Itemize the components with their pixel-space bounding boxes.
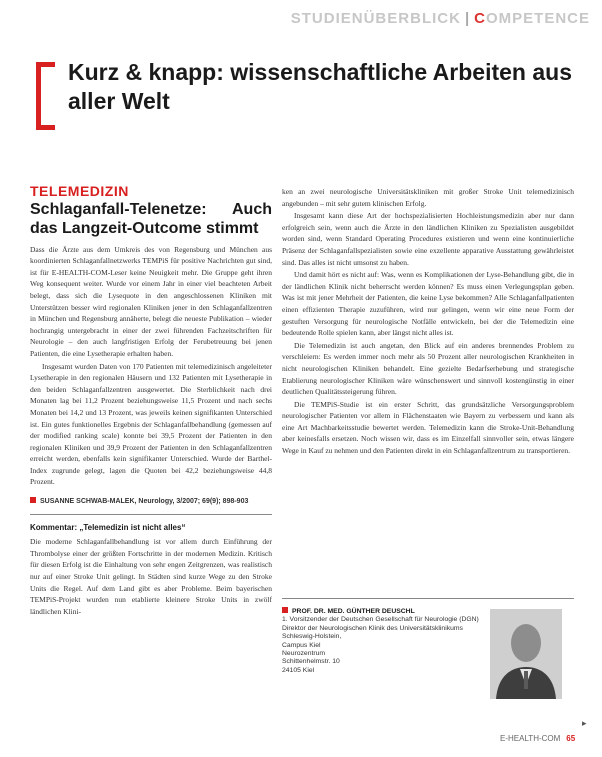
section-separator: | — [464, 10, 471, 27]
author-line: 1. Vorsitzender der Deutschen Gesellschaft für Neurologie (DGN) — [282, 616, 479, 624]
headline-block — [36, 58, 576, 124]
author-line: 24105 Kiel — [282, 666, 315, 674]
comment-paragraph: Und damit hört es nicht auf: Was, wenn es Komplikationen der Lyse-Behandlung gibt, die in der ländlichen Klinik nicht beherrscht werden können? Es muss einen Verlegungsplan geben. Was ist mit jener Mehrheit der Patienten, die keine Lyse bekommen? Alle Schlaganfallpatienten einen effizienten Therapie zuzuführen, wird nur gelingen, wenn wir eine neue Form der gestuften Versorgung für neurologische Notfälle entwickeln, bei der die Telemedizin eine bedeutende Rolle spielen kann, aber längst nicht alles ist. — [282, 270, 574, 338]
right-column — [282, 186, 574, 457]
author-line: Neurozentrum — [282, 650, 326, 658]
comment-paragraph: ken an zwei neurologische Universitätskliniken mit großer Stroke Unit telemedizinisch angebunden – mit sehr gutem klinischen Erfolg. — [282, 187, 574, 208]
magazine-name: E-HEALTH-COM — [500, 734, 561, 743]
comment-paragraph: Insgesamt kann diese Art der hochspezialisierten Hochleistungsmedizin aber nur dann erfolgreich sein, wenn auch die Ärzte in den ländlichen Kliniken zu Spezialisten ausgebildet worden sind, wenn Standard Operating Procedures existieren und wenn eine kontinuierliche Präsenz der Schlaganfallspezialisten sowie eine exzellente apparative Ausstattung gewährleistet sind. Das alles ist nicht umsonst zu haben. — [282, 211, 574, 267]
author-line: Direktor der Neurologischen Klinik des Universitätsklinikums Schleswig-Holstein, — [282, 624, 463, 641]
source-text: SUSANNE SCHWAB-MALEK, Neurology, 3/2007; 69(9); 898-903 — [40, 498, 249, 506]
author-box — [282, 598, 574, 727]
author-name: PROF. DR. MED. GÜNTHER DEUSCHL — [292, 608, 415, 615]
comment-paragraph: Die moderne Schlaganfallbehandlung ist vor allem durch Einführung der Thrombolyse einer der größten Fortschritte in der modernen Medizin. Kritisch für diesen Erfolg ist die Einhaltung von sehr engen Zeitgrenzen, was realistisch nur auf einer Stroke Unit gelingt. In Städten sind kurze Wege zu den Stroke Units die Regel. Auf dem Land gibt es aber Probleme. Beim bayerischen TEMPiS-Projekt wurden nun etablierte kleinere Stroke Units in zwölf ländlichen Klini- — [30, 537, 272, 616]
header-bar — [0, 0, 602, 38]
article-paragraph: Dass die Ärzte aus dem Umkreis des von Regensburg und München aus koordinierten Schlaganfallnetzwerks TEMPiS für positive Nachrichten gut sind, ist für E-HEALTH-COM-Leser keine Neuigkeit mehr. Die Gruppe geht ihren Weg konsequent weiter. Wurde vor einem Jahr in einer viel beachteten Arbeit belegt, dass sich die Lysequote in den angeschlossenen Kliniken mit Unterstützen besser wird regionalen Kliniken jener in den Schlaganfallzentren in München und Regensburg annäherte, belegt die neueste Publikation – wieder hochrangig untergebracht in einer der zwei führenden Fachzeitschriften für Neurologie – den auch langfristigen Erfolg der Ferubetreuung bei jenen Patienten, die eine Lysetherapie erhalten haben. — [30, 244, 272, 358]
author-photo — [490, 609, 562, 699]
headline-bracket — [36, 62, 55, 130]
author-info — [282, 607, 482, 675]
category-accent: C — [474, 10, 486, 27]
left-column — [30, 183, 272, 617]
section-name: STUDIENÜBERBLICK — [290, 10, 461, 27]
article-title: Schlaganfall-Telenetze: Auch das Langzeit-Outcome stimmt — [30, 200, 272, 237]
page-headline: Kurz & knapp: wissenschaftliche Arbeiten aus aller Welt — [68, 59, 572, 114]
section-label — [291, 10, 590, 27]
page-number: 65 — [566, 734, 576, 743]
portrait-image — [490, 609, 562, 699]
comment-paragraph: Die Telemedizin ist auch angetan, den Blick auf ein anderes brennendes Problem zu verschleiern: Es werden immer noch mehr als 50 Prozent aller neurologischen Krankheiten in nicht neurologischen Kliniken behandelt. Eine gezielte Bedarfserhebung und strategische Etablierung neurologischer Kliniken wäre wünschenswert und sinnvoll kostengünstig in einer deutlichen Qualitätssteigerung führen. — [282, 340, 574, 397]
red-square-marker — [30, 497, 36, 503]
article-rubric: TELEMEDIZIN — [30, 183, 129, 199]
page-footer — [500, 734, 575, 743]
category-name: OMPETENCE — [485, 10, 590, 27]
comment-paragraph: Die TEMPiS-Studie ist ein erster Schritt, das grundsätzliche Versorgungsproblem neurologischer Patienten vor allem in Flächenstaaten wie Bayern zu verbessern und kann als eine Art Machbarkeitsstudie bewertet werden. Telemedizin kann die Stroke-Unit-Behandlung aber keinesfalls ersetzen. Noch wissen wir, dass es im Einzelfall sinnvoller sein, etwas längere Wege in Kauf zu nehmen und den Patienten direkt in ein Schlaganfallzentrum zu transportieren. — [282, 399, 574, 456]
author-line: Campus Kiel — [282, 641, 321, 649]
next-page-arrow-icon: ▸ — [582, 718, 587, 728]
red-square-marker — [282, 607, 288, 613]
comment-title: Kommentar: „Telemedizin ist nicht alles“ — [30, 522, 186, 532]
article-paragraph: Insgesamt wurden Daten von 170 Patienten mit telemedizinisch angeleiteter Lysetherapie in den regionalen Häusern und 132 Patienten mit Lysetherapie in den beiden Schlaganfallzentren ausgewertet. Die Sterblichkeit nach drei Monaten lag bei 11,2 Prozent beziehungsweise 11,5 Prozent und nach sechs Monaten bei 14,2 und 13 Prozent, was jeweils keinen signifikanten Unterschied ist. Ein gutes funktionelles Ergebnis der Schlaganfallbehandlung (gemessen auf der modified ranking scale) konnte bei 39,5 Prozent der Patienten in den regionalen Kliniken und 39,9 Prozent der Patienten in den Schlaganfallzentren erreicht werden, ebenfalls kein signifikanter Unterschied. Wurde der Barthel-Index zugrunde gelegt, lagen die Quoten bei 42,2 beziehungsweise 44,8 Prozent. — [30, 361, 272, 487]
author-line: Schittenhelmstr. 10 — [282, 658, 340, 666]
article-source — [30, 496, 272, 515]
